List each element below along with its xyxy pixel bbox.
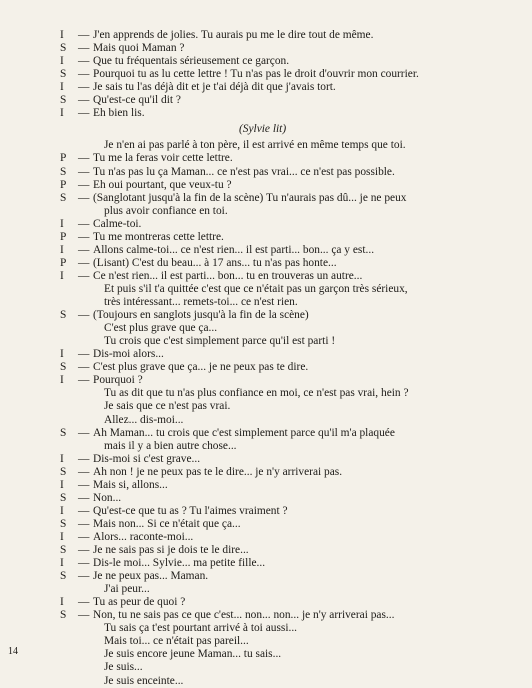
- dialogue-dash: —: [78, 230, 90, 243]
- dialogue-dash: —: [78, 256, 90, 269]
- dialogue-text: plus avoir confiance en toi.: [104, 204, 228, 217]
- dialogue-text: Mais toi... ce n'était pas pareil...: [104, 635, 249, 648]
- speaker-initial: P: [60, 152, 67, 165]
- dialogue-text: Mais non... Si ce n'était que ça...: [93, 517, 241, 530]
- dialogue-line: [0, 427, 532, 440]
- dialogue-line: [0, 257, 532, 270]
- dialogue-line: [0, 322, 532, 335]
- dialogue-dash: —: [78, 544, 90, 556]
- page-number: 14: [8, 646, 18, 657]
- dialogue-dash: —: [78, 609, 90, 622]
- dialogue-text: Qu'est-ce que tu as ? Tu l'aimes vraiment ?: [93, 504, 288, 517]
- dialogue-dash: —: [78, 42, 90, 54]
- dialogue-dash: —: [78, 465, 90, 478]
- dialogue-line: [0, 231, 532, 244]
- dialogue-text: Pourquoi tu as lu cette lettre ! Tu n'as pas le droit d'ouvrir mon courrier.: [93, 68, 419, 81]
- dialogue-line: [0, 492, 532, 505]
- dialogue-line: [0, 152, 532, 165]
- speaker-initial: I: [60, 374, 64, 387]
- dialogue-text: Je sais que ce n'est pas vrai.: [104, 400, 231, 413]
- dialogue-line: [0, 296, 532, 309]
- dialogue-line: [0, 479, 532, 492]
- dialogue-line: [0, 518, 532, 531]
- dialogue-line: [0, 387, 532, 400]
- dialogue-text: Mais quoi Maman ?: [93, 42, 185, 54]
- speaker-initial: S: [60, 517, 67, 530]
- dialogue-line: [0, 609, 532, 622]
- dialogue-text: Dis-moi alors...: [93, 348, 164, 361]
- dialogue-line: [0, 166, 532, 179]
- dialogue-dash: —: [78, 178, 90, 191]
- dialogue-text: Je n'en ai pas parlé à ton père, il est arrivé en même temps que toi.: [104, 139, 406, 152]
- speaker-initial: S: [60, 165, 67, 178]
- dialogue-line: [0, 661, 532, 674]
- speaker-initial: P: [60, 256, 67, 269]
- dialogue-text: J'en apprends de jolies. Tu aurais pu me le dire tout de même.: [93, 29, 374, 41]
- dialogue-dash: —: [78, 530, 90, 543]
- speaker-initial: S: [60, 361, 67, 374]
- dialogue-text: Ce n'est rien... il est parti... bon... tu en trouveras un autre...: [93, 269, 363, 282]
- dialogue-text: Qu'est-ce qu'il dit ?: [93, 94, 181, 107]
- dialogue-text: Que tu fréquentais sérieusement ce garçon.: [93, 55, 290, 68]
- speaker-initial: P: [60, 230, 67, 243]
- speaker-initial: I: [60, 452, 64, 465]
- dialogue-text: Dis-le moi... Sylvie... ma petite fille...: [93, 557, 266, 569]
- dialogue-line: [0, 348, 532, 361]
- dialogue-line: [0, 440, 532, 453]
- dialogue-text: (Sanglotant jusqu'à la fin de la scène) Tu n'aurais pas dû... je ne peux: [93, 191, 407, 204]
- speaker-initial: I: [60, 596, 64, 609]
- dialogue-text: Tu me montreras cette lettre.: [93, 230, 224, 243]
- dialogue-text: Allons calme-toi... ce n'est rien... il est parti... bon... ça y est...: [93, 243, 375, 256]
- dialogue-line: [0, 29, 532, 42]
- dialogue-dash: —: [78, 557, 90, 569]
- dialogue-text: Calme-toi.: [93, 217, 142, 230]
- dialogue-line: [0, 81, 532, 94]
- dialogue-dash: —: [78, 570, 90, 583]
- dialogue-text: Je suis...: [104, 661, 143, 674]
- dialogue-text: Je suis enceinte...: [104, 674, 184, 687]
- speaker-initial: I: [60, 55, 64, 68]
- dialogue-text: Ah non ! je ne peux pas te le dire... je n'y arriverai pas.: [93, 465, 343, 478]
- dialogue-dash: —: [78, 191, 90, 204]
- dialogue-text: Non...: [93, 491, 122, 504]
- dialogue-dash: —: [78, 596, 90, 609]
- dialogue-dash: —: [78, 29, 90, 41]
- dialogue-line: [0, 335, 532, 348]
- dialogue-text: Eh bien lis.: [93, 107, 145, 120]
- dialogue-text: Dis-moi si c'est grave...: [93, 452, 201, 465]
- speaker-initial: I: [60, 557, 64, 569]
- dialogue-line: [0, 218, 532, 231]
- speaker-initial: S: [60, 609, 67, 622]
- dialogue-dash: —: [78, 68, 90, 81]
- dialogue-dash: —: [78, 55, 90, 68]
- dialogue-line: [0, 596, 532, 609]
- dialogue-text: Non, tu ne sais pas ce que c'est... non... non... je n'y arriverai pas...: [93, 609, 395, 622]
- dialogue-line: [0, 244, 532, 257]
- dialogue-line: [0, 544, 532, 557]
- dialogue-dash: —: [78, 309, 90, 322]
- dialogue-dash: —: [78, 243, 90, 256]
- dialogue-dash: —: [78, 491, 90, 504]
- dialogue-text: Je suis encore jeune Maman... tu sais...: [104, 648, 282, 661]
- dialogue-dash: —: [78, 361, 90, 374]
- dialogue-line: [0, 42, 532, 55]
- speaker-initial: I: [60, 269, 64, 282]
- dialogue-line: [0, 531, 532, 544]
- dialogue-dash: —: [78, 269, 90, 282]
- dialogue-text: Tu sais ça t'est pourtant arrivé à toi aussi...: [104, 622, 298, 635]
- speaker-initial: S: [60, 191, 67, 204]
- dialogue-text: Et puis s'il t'a quittée c'est que ce n'était pas un garçon très sérieux,: [104, 283, 408, 295]
- dialogue-text: Je ne sais pas si je dois te le dire...: [93, 544, 249, 556]
- dialogue-text: J'ai peur...: [104, 583, 150, 596]
- speaker-initial: I: [60, 504, 64, 517]
- dialogue-text: Tu n'as pas lu ça Maman... ce n'est pas vrai... ce n'est pas possible.: [93, 165, 395, 178]
- dialogue-line: [0, 635, 532, 648]
- speaker-initial: S: [60, 94, 67, 107]
- speaker-initial: S: [60, 491, 67, 504]
- dialogue-line: [0, 583, 532, 596]
- speaker-initial: I: [60, 348, 64, 361]
- dialogue-line: [0, 557, 532, 570]
- dialogue-line: [0, 622, 532, 635]
- dialogue-line: [0, 179, 532, 192]
- dialogue-text: Eh oui pourtant, que veux-tu ?: [93, 178, 232, 191]
- dialogue-line: [0, 414, 532, 427]
- dialogue-dash: —: [78, 478, 90, 491]
- dialogue-text: Pourquoi ?: [93, 374, 143, 387]
- speaker-initial: S: [60, 465, 67, 478]
- dialogue-line: [0, 139, 532, 152]
- dialogue-text: Alors... raconte-moi...: [93, 530, 194, 543]
- speaker-initial: S: [60, 68, 67, 81]
- dialogue-line: [0, 648, 532, 661]
- dialogue-text: (Lisant) C'est du beau... à 17 ans... tu n'as pas honte...: [93, 256, 337, 269]
- dialogue-line: [0, 309, 532, 322]
- stage-direction: (Sylvie lit): [239, 123, 287, 136]
- speaker-initial: S: [60, 570, 67, 583]
- dialogue-dash: —: [78, 94, 90, 107]
- dialogue-line: [0, 270, 532, 283]
- dialogue-line: [0, 123, 532, 136]
- dialogue-text: Tu crois que c'est simplement parce qu'il est parti !: [104, 335, 336, 348]
- dialogue-line: [0, 94, 532, 107]
- dialogue-line: [0, 675, 532, 688]
- speaker-initial: I: [60, 217, 64, 230]
- dialogue-line: [0, 107, 532, 120]
- dialogue-text: Je ne peux pas... Maman.: [93, 570, 209, 583]
- dialogue-dash: —: [78, 81, 90, 94]
- dialogue-dash: —: [78, 152, 90, 165]
- dialogue-line: [0, 283, 532, 296]
- dialogue-text: C'est plus grave que ça...: [104, 322, 218, 335]
- speaker-initial: S: [60, 426, 67, 439]
- speaker-initial: S: [60, 309, 67, 322]
- dialogue-text: Tu as peur de quoi ?: [93, 596, 186, 609]
- dialogue-line: [0, 505, 532, 518]
- dialogue-line: [0, 55, 532, 68]
- dialogue-line: [0, 453, 532, 466]
- speaker-initial: I: [60, 81, 64, 94]
- dialogue-line: [0, 205, 532, 218]
- dialogue-text: Ah Maman... tu crois que c'est simplement parce qu'il m'a plaquée: [93, 426, 395, 439]
- dialogue-text: C'est plus grave que ça... je ne peux pas te dire.: [93, 361, 309, 374]
- speaker-initial: S: [60, 544, 67, 556]
- speaker-initial: I: [60, 29, 64, 41]
- dialogue-line: [0, 374, 532, 387]
- dialogue-dash: —: [78, 107, 90, 120]
- speaker-initial: I: [60, 478, 64, 491]
- dialogue-text: Tu me la feras voir cette lettre.: [93, 152, 233, 165]
- dialogue-line: [0, 192, 532, 205]
- dialogue-line: [0, 570, 532, 583]
- dialogue-dash: —: [78, 517, 90, 530]
- dialogue-text: (Toujours en sanglots jusqu'à la fin de la scène): [93, 309, 309, 322]
- speaker-initial: I: [60, 243, 64, 256]
- dialogue-line: [0, 466, 532, 479]
- speaker-initial: I: [60, 530, 64, 543]
- dialogue-dash: —: [78, 504, 90, 517]
- dialogue-line: [0, 400, 532, 413]
- dialogue-text: Je sais tu l'as déjà dit et je t'ai déjà dit que j'avais tort.: [93, 81, 336, 94]
- dialogue-dash: —: [78, 452, 90, 465]
- dialogue-text: Tu as dit que tu n'as plus confiance en moi, ce n'est pas vrai, hein ?: [104, 387, 409, 400]
- dialogue-dash: —: [78, 426, 90, 439]
- dialogue-text: Mais si, allons...: [93, 478, 168, 491]
- speaker-initial: P: [60, 178, 67, 191]
- dialogue-text: très intéressant... remets-toi... ce n'est rien.: [104, 296, 298, 308]
- dialogue-text: Allez... dis-moi...: [104, 413, 184, 426]
- dialogue-dash: —: [78, 165, 90, 178]
- dialogue-dash: —: [78, 348, 90, 361]
- dialogue-text: mais il y a bien autre chose...: [104, 439, 237, 452]
- dialogue-dash: —: [78, 217, 90, 230]
- dialogue-line: [0, 68, 532, 81]
- speaker-initial: I: [60, 107, 64, 120]
- speaker-initial: S: [60, 42, 67, 54]
- dialogue-dash: —: [78, 374, 90, 387]
- dialogue-line: [0, 361, 532, 374]
